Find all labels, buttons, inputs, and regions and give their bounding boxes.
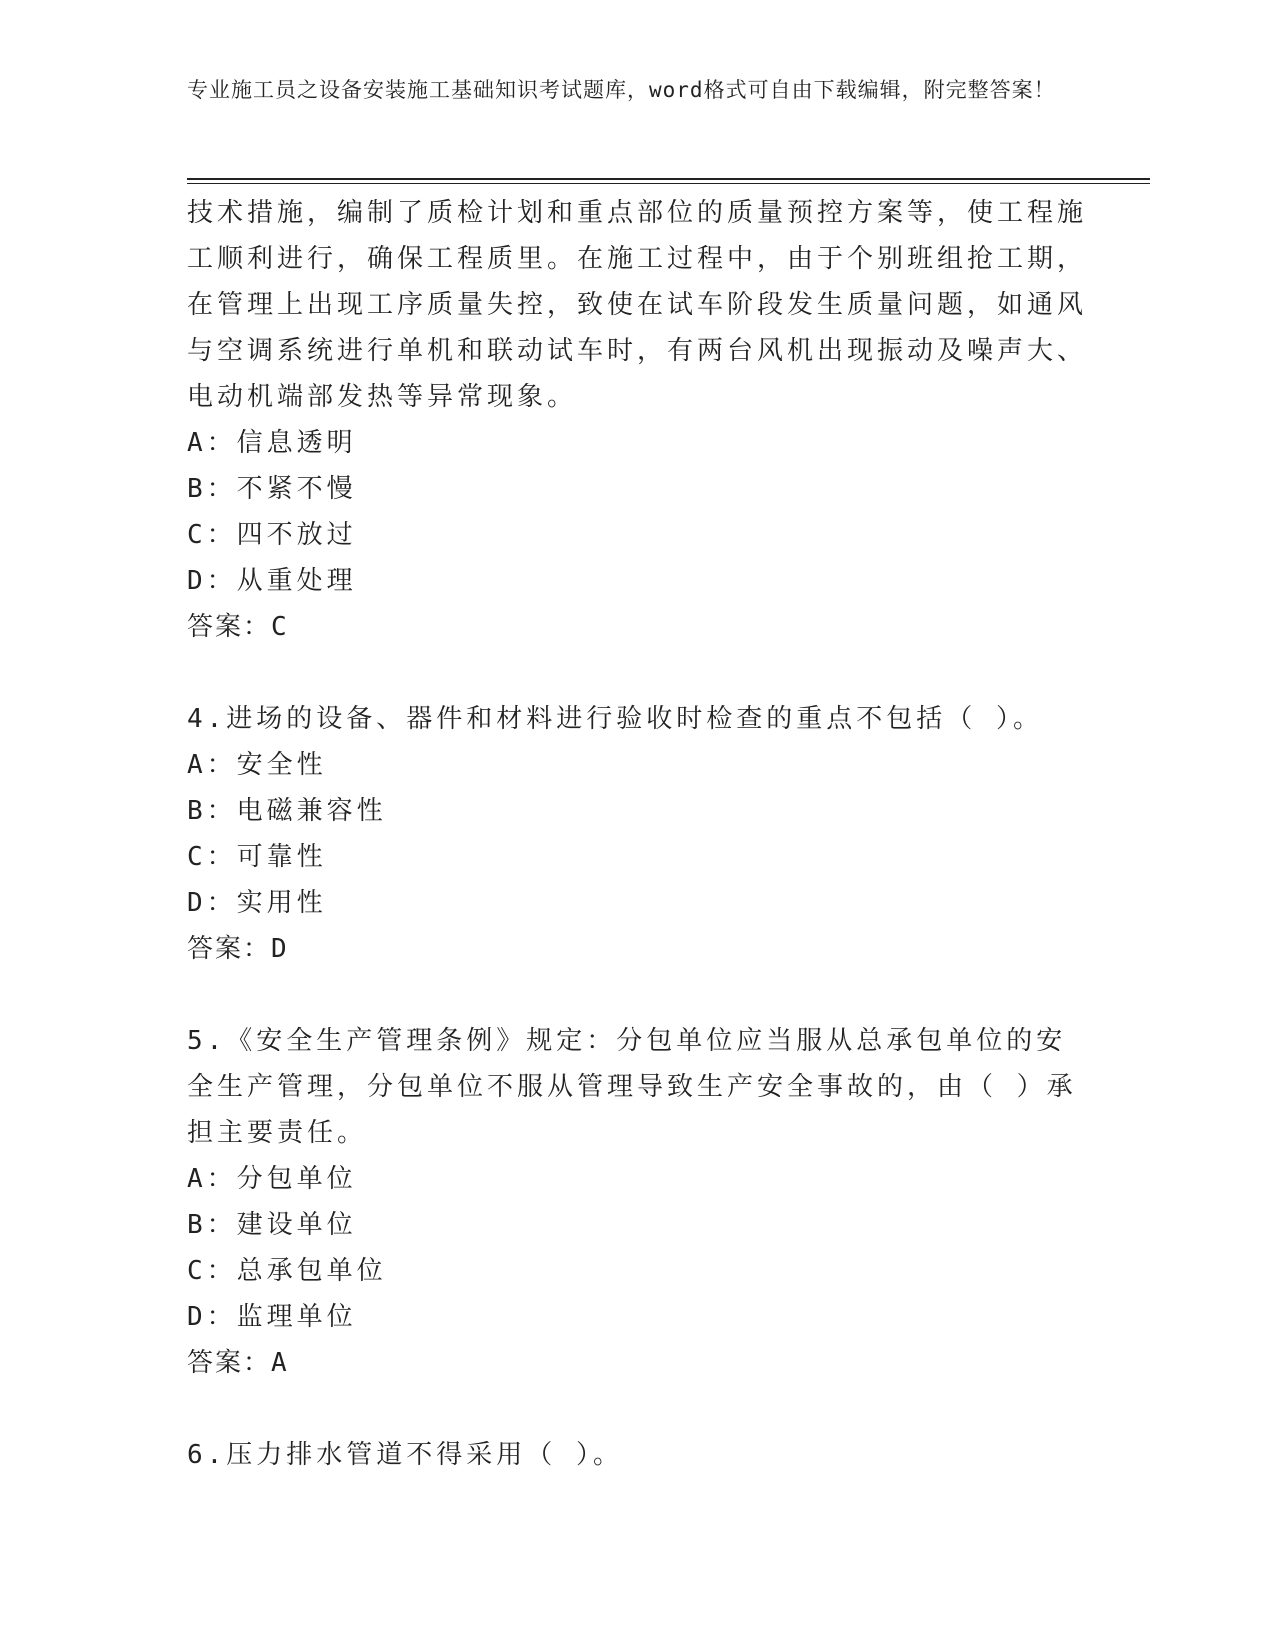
question-5	[187, 1018, 1087, 1386]
answer: 答案：A	[187, 1348, 289, 1378]
option-b: B：电磁兼容性	[187, 796, 387, 826]
option-d: D：从重处理	[187, 566, 357, 596]
header-rule-thin	[187, 183, 1150, 184]
document-header	[187, 74, 1067, 107]
option-c: C：可靠性	[187, 842, 327, 872]
option-d: D：监理单位	[187, 1302, 357, 1332]
header-title: 专业施工员之设备安装施工基础知识考试题库，word格式可自由下载编辑，附完整答案！	[187, 78, 1056, 102]
answer: 答案：C	[187, 612, 289, 642]
question-3-continued	[187, 190, 1087, 650]
document-body	[187, 190, 1087, 1478]
option-b: B：不紧不慢	[187, 474, 357, 504]
option-c: C：四不放过	[187, 520, 357, 550]
option-c: C：总承包单位	[187, 1256, 387, 1286]
question-4	[187, 696, 1087, 972]
spacer	[187, 972, 1087, 1018]
spacer	[187, 1386, 1087, 1432]
question-6	[187, 1432, 1087, 1478]
question-title: 5.《安全生产管理条例》规定：分包单位应当服从总承包单位的安全生产管理，分包单位不服从管理导致生产安全事故的，由（ ）承担主要责任。	[187, 1026, 1077, 1148]
header-rule-thick	[187, 178, 1150, 180]
option-a: A：分包单位	[187, 1164, 357, 1194]
question-title: 6.压力排水管道不得采用（ ）。	[187, 1440, 623, 1470]
option-a: A：信息透明	[187, 428, 357, 458]
answer: 答案：D	[187, 934, 289, 964]
option-a: A：安全性	[187, 750, 327, 780]
question-title: 4.进场的设备、器件和材料进行验收时检查的重点不包括（ ）。	[187, 704, 1043, 734]
question-text: 技术措施，编制了质检计划和重点部位的质量预控方案等，使工程施工顺利进行，确保工程质里。在施工过程中，由于个别班组抢工期，在管理上出现工序质量失控，致使在试车阶段发生质量问题，如通风与空调系统进行单机和联动试车时，有两台风机出现振动及噪声大、电动机端部发热等异常现象。	[187, 198, 1088, 412]
spacer	[187, 650, 1087, 696]
option-b: B：建设单位	[187, 1210, 357, 1240]
option-d: D：实用性	[187, 888, 327, 918]
